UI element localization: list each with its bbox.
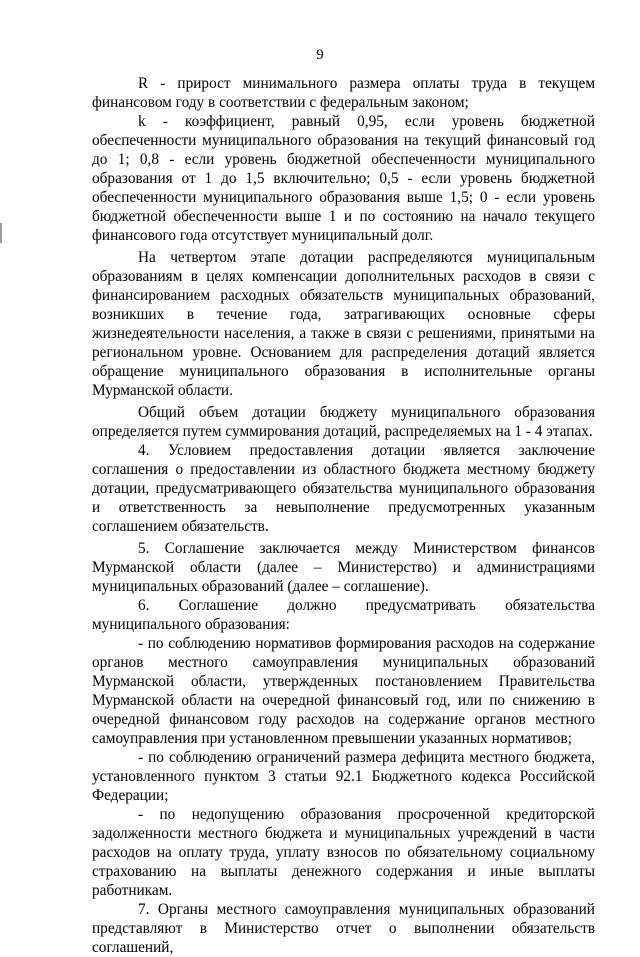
document-body (92, 74, 595, 957)
paragraph-item-7: 7. Органы местного самоуправления муниципальных образований представляют в Министерство отчет о выполнении обязательств соглашений, (92, 901, 595, 956)
paragraph-item-5: 5. Соглашение заключается между Министерством финансов Мурманской области (далее – Министерство) и администрациями муниципальных образований (далее – соглашение). (92, 540, 595, 595)
paragraph-obligation-1: - по соблюдению нормативов формирования расходов на содержание органов местного самоуправления муниципальных образований Мурманской области, утвержденных постановлением Правительства Мурманской области на очередной финансовый год, или по снижению в очередной финансовом году расходов на содержание органов местного самоуправления при установленном превышении указанных нормативов; (92, 635, 595, 747)
paragraph-obligation-2: - по соблюдению ограничений размера дефицита местного бюджета, установленного пунктом 3 статьи 92.1 Бюджетного кодекса Российской Федерации; (92, 749, 595, 804)
paragraph-r-definition: R - прирост минимального размера оплаты труда в текущем финансовом году в соответствии с федеральным законом; (92, 75, 595, 111)
paragraph-total-volume: Общий объем дотации бюджету муниципального образования определяется путем суммирования дотаций, распределяемых на 1 - 4 этапах. (92, 404, 595, 440)
paragraph-fourth-stage: На четвертом этапе дотации распределяются муниципальным образованиям в целях компенсации дополнительных расходов в связи с финансированием расходных обязательств муниципальных образований, возникших в течение года, затрагивающих основные сферы жизнедеятельности населения, а также в связи с решениями, принятыми на региональном уровне. Основанием для распределения дотаций является обращение муниципального образования в исполнительные органы Мурманской области. (92, 249, 595, 399)
paragraph-item-4: 4. Условием предоставления дотации является заключение соглашения о предоставлении из областного бюджета местному бюджету дотации, предусматривающего обязательства муниципального образования и ответственность за невыполнение предусмотренных указанным соглашением обязательств. (92, 442, 595, 535)
scan-edge-mark (0, 223, 2, 243)
paragraph-item-6: 6. Соглашение должно предусматривать обязательства муниципального образования: (92, 597, 595, 633)
paragraph-k-definition: k - коэффициент, равный 0,95, если уровень бюджетной обеспеченности муниципального образования на текущий финансовый год до 1; 0,8 - если уровень бюджетной обеспеченности муниципального образования от 1 до 1,5 включительно; 0,5 - если уровень бюджетной обеспеченности муниципального образования выше 1,5; 0 - если уровень бюджетной обеспеченности выше 1 и по состоянию на начало текущего финансового года отсутствует муниципальный долг. (92, 113, 595, 244)
paragraph-obligation-3: - по недопущению образования просроченной кредиторской задолженности местного бюджета и муниципальных учреждений в части расходов на оплату труда, уплату взносов по обязательному социальному страхованию на выплаты денежного содержания и иные выплаты работникам. (92, 806, 595, 899)
page-number: 9 (316, 47, 324, 63)
